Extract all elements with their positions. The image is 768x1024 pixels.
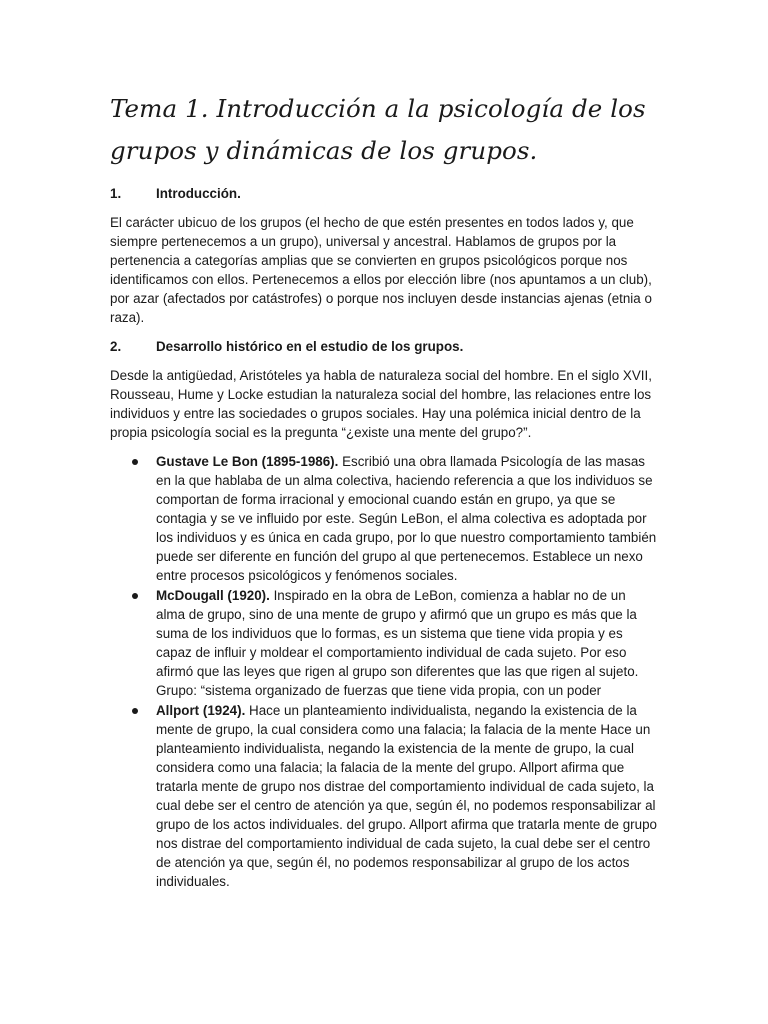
bullet-list (110, 452, 658, 891)
section-heading-1 (110, 184, 658, 203)
bullet-item-mcdougall (110, 586, 658, 700)
section-heading-2 (110, 337, 658, 356)
bullet-text: Escribió una obra llamada Psicología de las masas en la que hablaba de un alma colectiva, haciendo referencia a que los individuos se comportan de forma irracional y emocional cuando están en grupo, ya que se contagia y se ve influido por este. Según LeBon, el alma colectiva es adoptada por los individuos y es única en cada grupo, por lo que nuestro comportamiento también puede ser diferente en función del grupo al que pertenecemos. Establece un nexo entre procesos psicológicos y fenómenos sociales. (156, 454, 657, 583)
bullet-author: Allport (1924). (156, 703, 246, 718)
bullet-text: Inspirado en la obra de LeBon, comienza a hablar no de un alma de grupo, sino de una mente de grupo y afirmó que un grupo es más que la suma de los individuos que lo formas, es un sistema que tiene vida propia y es capaz de influir y moldear el comportamiento individual de cada sujeto. Por eso afirmó que las leyes que rigen al grupo son diferentes que las que rigen al sujeto. Grupo: “sistema organizado de fuerzas que tiene vida propia, con un poder (156, 588, 639, 698)
section-heading-text: Desarrollo histórico en el estudio de los grupos. (156, 339, 464, 354)
section-paragraph-1: El carácter ubicuo de los grupos (el hecho de que estén presentes en todos lados y, que siempre pertenecemos a un grupo), universal y ancestral. Hablamos de grupos por la pertenencia a categorías amplias que se convierten en grupos psicológicos porque nos identificamos con ellos. Pertenecemos a ellos por elección libre (nos apuntamos a un club), por azar (afectados por catástrofes) o porque nos incluyen desde instancias ajenas (etnia o raza). (110, 215, 652, 325)
bullet-item-allport (110, 701, 658, 891)
section-number: 1. (110, 186, 122, 201)
bullet-item-le-bon (110, 452, 658, 585)
section-paragraph-2: Desde la antigüedad, Aristóteles ya habla de naturaleza social del hombre. En el siglo XVII, Rousseau, Hume y Locke estudian la naturaleza social del hombre, las relaciones entre los individuos y entre las sociedades o grupos sociales. Hay una polémica inicial dentro de la propia psicología social es la pregunta “¿existe una mente del grupo?”. (110, 368, 652, 440)
document-page (110, 88, 658, 892)
bullet-icon (132, 708, 138, 714)
bullet-icon (132, 459, 138, 465)
section-number: 2. (110, 339, 122, 354)
bullet-author: Gustave Le Bon (1895-1986). (156, 454, 339, 469)
bullet-icon (132, 593, 138, 599)
document-title: Tema 1. Introducción a la psicología de los grupos y dinámicas de los grupos. (110, 94, 646, 165)
section-heading-text: Introducción. (156, 186, 241, 201)
bullet-text: Hace un planteamiento individualista, negando la existencia de la mente de grupo, la cual considera como una falacia; la falacia de la mente Hace un planteamiento individualista, negando la existencia de la mente de grupo, la cual considera como una falacia; la falacia de la mente del grupo. Allport afirma que tratarla mente de grupo nos distrae del comportamiento individual de cada sujeto, la cual debe ser el centro de atención ya que, según él, no podemos responsabilizar al grupo de los actos individuales. del grupo. Allport afirma que tratarla mente de grupo nos distrae del comportamiento individual de cada sujeto, la cual debe ser el centro de atención ya que, según él, no podemos responsabilizar al grupo de los actos individuales. (156, 703, 657, 889)
bullet-author: McDougall (1920). (156, 588, 270, 603)
